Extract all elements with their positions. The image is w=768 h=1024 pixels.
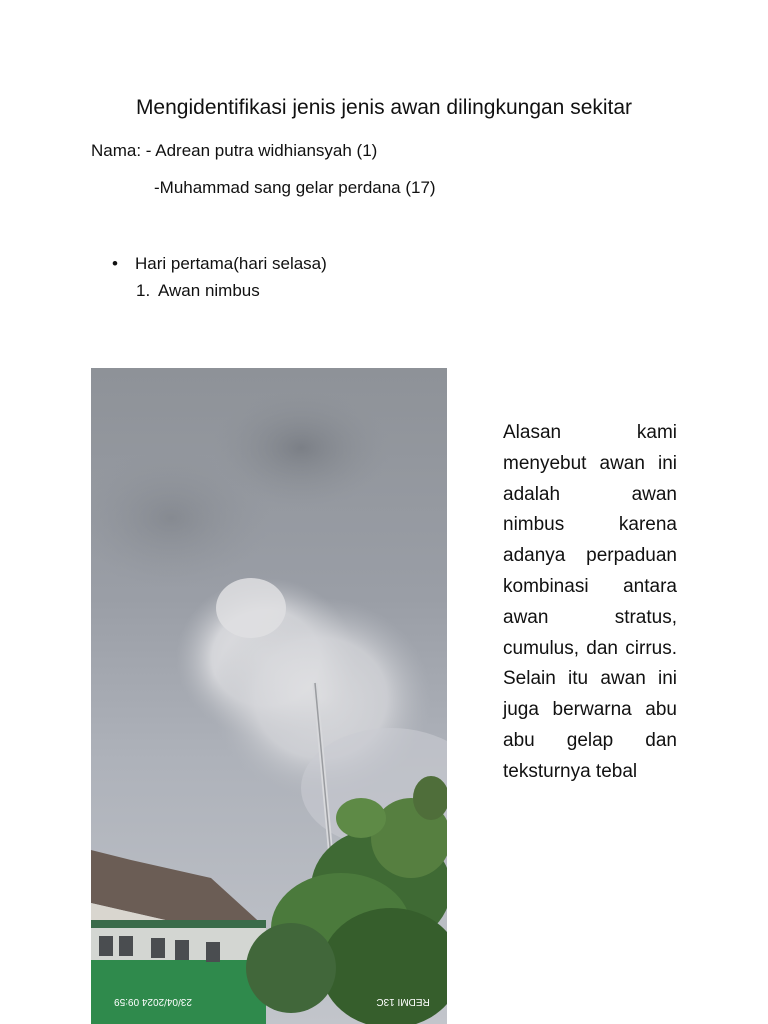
item-number: 1. (136, 281, 151, 300)
student-name-2: -Muhammad sang gelar perdana (17) (154, 178, 436, 197)
bullet-icon: • (112, 254, 118, 273)
camera-stamp: REDMI 13C (376, 996, 430, 1007)
student-name-1: Nama: - Adrean putra widhiansyah (1) (91, 141, 378, 160)
numbered-item (136, 281, 260, 301)
document-title: Mengidentifikasi jenis jenis awan dilingkungan sekitar (135, 96, 633, 119)
cumulus-cloud (216, 578, 286, 638)
bullet-text: Hari pertama(hari selasa) (135, 254, 327, 273)
item-label: Awan nimbus (158, 281, 260, 300)
cloud-photo (91, 368, 447, 1024)
date-stamp: 23/04/2024 09:59 (114, 996, 192, 1007)
reason-paragraph: Alasan kami menyebut awan ini adalah awan nimbus karena adanya perpaduan kombinasi antara awan stratus, cumulus, dan cirrus. Selain itu awan ini juga berwarna abu abu gelap dan teksturnya tebal (503, 422, 677, 782)
bullet-item (112, 254, 327, 274)
